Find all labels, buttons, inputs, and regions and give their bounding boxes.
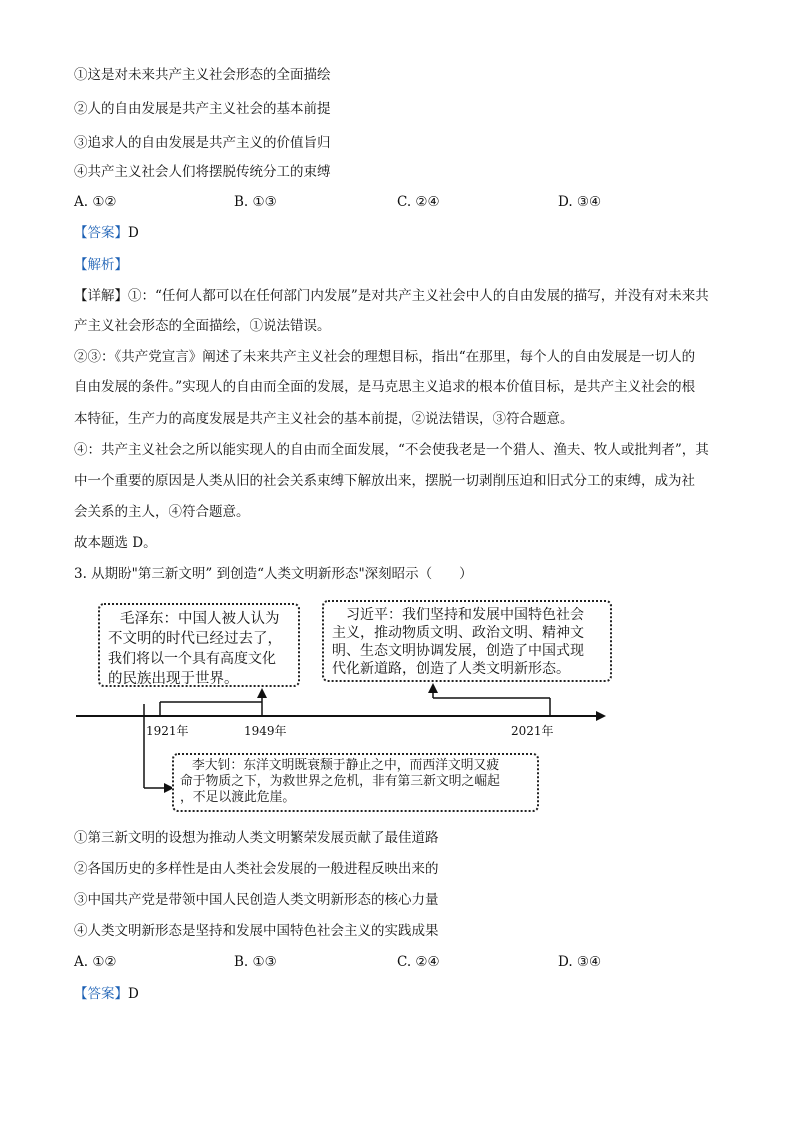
- q2-detail-line-6: ④：共产主义社会之所以能实现人的自由而全面发展，“不会使我老是一个猎人、渔夫、牧人或批判者”，其: [74, 442, 709, 458]
- li-quote-line: ，不足以渡此危崖。: [180, 790, 296, 805]
- mao-quote-line: 不文明的时代已经过去了，: [108, 631, 282, 647]
- detail-text: ①：“任何人都可以在任何部门内发展”是对共产主义社会中人的自由发展的描写，并没有对未来共: [128, 288, 709, 304]
- q2-option-c: C. ②④: [397, 194, 440, 210]
- q2-statement-1: ①这是对未来共产主义社会形态的全面描绘: [74, 67, 331, 83]
- mao-quote-box: [98, 603, 300, 687]
- answer-tag: 【答案】: [74, 225, 128, 241]
- q3-option-b: B. ①③: [234, 954, 277, 970]
- q2-detail-line-3: ②③：《共产党宣言》阐述了未来共产主义社会的理想目标，指出“在那里，每个人的自由发展是一切人的: [74, 349, 696, 365]
- year-1921: 1921年: [146, 724, 189, 738]
- q3-stem: 3. 从期盼"第三新文明” 到创造“人类文明新形态"深刻昭示（ ）: [74, 566, 473, 582]
- answer-tag: 【答案】: [74, 986, 128, 1002]
- year-1949: 1949年: [244, 724, 287, 738]
- li-quote-box: [172, 753, 539, 812]
- q2-detail-line-4: 自由发展的条件。”实现人的自由而全面的发展，是马克思主义追求的根本价值目标，是共产主义社会的根: [74, 379, 696, 395]
- xi-quote-box: [322, 600, 612, 682]
- q2-option-b: B. ①③: [234, 194, 277, 210]
- detail-tag: 【详解】: [74, 288, 128, 304]
- q2-detail-line-8: 会关系的主人，④符合题意。: [74, 504, 250, 520]
- q2-statement-2: ②人的自由发展是共产主义社会的基本前提: [74, 101, 331, 117]
- q2-detail-line-5: 本特征，生产力的高度发展是共产主义社会的基本前提，②说法错误，③符合题意。: [74, 411, 574, 427]
- analysis-tag: 【解析】: [74, 257, 128, 273]
- q3-answer: [74, 985, 139, 1003]
- mao-quote-line: 我们将以一个具有高度文化: [108, 651, 276, 667]
- q2-conclusion: 故本题选 D。: [74, 535, 157, 551]
- q3-statement-4: ④人类文明新形态是坚持和发展中国特色社会主义的实践成果: [74, 923, 439, 939]
- q2-option-d: D. ③④: [558, 194, 602, 210]
- q3-option-d: D. ③④: [558, 954, 602, 970]
- xi-quote-line: 习近平：我们坚持和发展中国特色社会: [346, 607, 584, 623]
- li-quote-line: 李大钊：东洋文明既衰颓于静止之中，而西洋文明又疲: [192, 758, 500, 773]
- mao-quote-line: 毛泽东：中国人被人认为: [120, 611, 280, 627]
- q2-detail-line-2: 产主义社会形态的全面描绘，①说法错误。: [74, 318, 331, 334]
- xi-quote-line: 代化新道路，创造了人类文明新形态。: [332, 661, 570, 677]
- q3-statement-3: ③中国共产党是带领中国人民创造人类文明新形态的核心力量: [74, 892, 439, 908]
- q3-statement-1: ①第三新文明的设想为推动人类文明繁荣发展贡献了最佳道路: [74, 830, 439, 846]
- xi-quote-line: 主义，推动物质文明、政治文明、精神文: [332, 625, 584, 641]
- q3-statement-2: ②各国历史的多样性是由人类社会发展的一般进程反映出来的: [74, 861, 439, 877]
- answer-value: D: [128, 986, 139, 1002]
- li-quote-line: 命于物质之下，为救世界之危机，非有第三新文明之崛起: [180, 774, 500, 789]
- year-2021: 2021年: [511, 724, 554, 738]
- xi-quote-line: 明、生态文明协调发展，创造了中国式现: [332, 643, 584, 659]
- mao-quote-line: 的民族出现于世界。: [108, 671, 239, 687]
- q2-detail-line-7: 中一个重要的原因是人类从旧的社会关系束缚下解放出来，摆脱一切剥削压迫和旧式分工的束缚，成为社: [74, 473, 695, 489]
- q3-option-c: C. ②④: [397, 954, 440, 970]
- q2-statement-3: ③追求人的自由发展是共产主义的价值旨归: [74, 135, 331, 151]
- q3-option-a: A. ①②: [74, 954, 117, 970]
- answer-value: D: [128, 225, 139, 241]
- q2-statement-4: ④共产主义社会人们将摆脱传统分工的束缚: [74, 164, 331, 180]
- q2-option-a: A. ①②: [74, 194, 117, 210]
